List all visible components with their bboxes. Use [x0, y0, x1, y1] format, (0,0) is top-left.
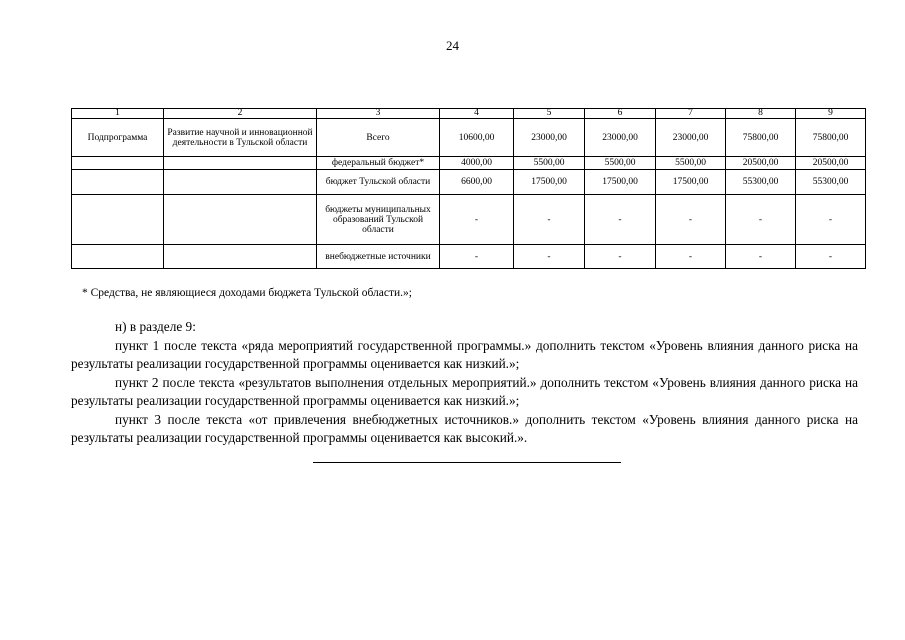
value-cell: - — [514, 195, 585, 245]
column-number: 1 — [72, 109, 164, 119]
value-cell: 5500,00 — [656, 157, 726, 170]
funding-source-cell: внебюджетные источники — [317, 245, 440, 269]
column-number: 3 — [317, 109, 440, 119]
value-cell: 6600,00 — [440, 170, 514, 195]
value-cell: 23000,00 — [656, 119, 726, 157]
paragraph: пункт 2 после текста «результатов выполнения отдельных мероприятий.» дополнить текстом «Уровень влияния данного риска на результаты реализации государственной программы оценивается как низкий.»; — [71, 374, 858, 408]
value-cell: - — [585, 195, 656, 245]
value-cell: 10600,00 — [440, 119, 514, 157]
row-type-cell: Подпрограмма — [72, 119, 164, 157]
column-number: 9 — [796, 109, 866, 119]
amendment-text — [71, 318, 858, 448]
value-cell: - — [796, 195, 866, 245]
value-cell: - — [585, 245, 656, 269]
column-number: 7 — [656, 109, 726, 119]
value-cell: 75800,00 — [726, 119, 796, 157]
table-header-row — [72, 109, 866, 119]
row-type-cell — [72, 170, 164, 195]
table-row — [72, 170, 866, 195]
page-number: 24 — [446, 38, 459, 53]
value-cell: 20500,00 — [796, 157, 866, 170]
budget-table — [71, 108, 866, 269]
table-row — [72, 119, 866, 157]
section-heading: н) в разделе 9: — [115, 319, 196, 334]
table-row — [72, 195, 866, 245]
funding-source-cell: бюджеты муниципальных образований Тульской области — [317, 195, 440, 245]
paragraph: пункт 1 после текста «ряда мероприятий государственной программы.» дополнить текстом «Уровень влияния данного риска на результаты реализации государственной программы оценивается как низкий.»; — [71, 337, 858, 371]
value-cell: - — [440, 195, 514, 245]
value-cell: 20500,00 — [726, 157, 796, 170]
value-cell: 17500,00 — [585, 170, 656, 195]
column-number: 6 — [585, 109, 656, 119]
value-cell: 55300,00 — [726, 170, 796, 195]
paragraph: пункт 3 после текста «от привлечения внебюджетных источников.» дополнить текстом «Уровень влияния данного риска на результаты реализации государственной программы оценивается как высокий.». — [71, 411, 858, 445]
value-cell: 5500,00 — [585, 157, 656, 170]
value-cell: 23000,00 — [514, 119, 585, 157]
value-cell: - — [726, 195, 796, 245]
value-cell: 4000,00 — [440, 157, 514, 170]
value-cell: - — [656, 245, 726, 269]
row-title-cell — [164, 157, 317, 170]
value-cell: 23000,00 — [585, 119, 656, 157]
row-title-cell — [164, 195, 317, 245]
row-title-cell — [164, 170, 317, 195]
value-cell: - — [514, 245, 585, 269]
value-cell: 17500,00 — [656, 170, 726, 195]
closing-rule — [313, 462, 621, 463]
funding-source-cell: Всего — [317, 119, 440, 157]
table-footnote: * Средства, не являющиеся доходами бюджета Тульской области.»; — [82, 287, 412, 299]
row-type-cell — [72, 245, 164, 269]
row-title-cell — [164, 245, 317, 269]
value-cell: - — [656, 195, 726, 245]
column-number: 4 — [440, 109, 514, 119]
funding-source-cell: бюджет Тульской области — [317, 170, 440, 195]
row-title-cell: Развитие научной и инновационной деятельности в Тульской области — [164, 119, 317, 157]
value-cell: - — [796, 245, 866, 269]
column-number: 5 — [514, 109, 585, 119]
value-cell: 55300,00 — [796, 170, 866, 195]
value-cell: - — [440, 245, 514, 269]
column-number: 8 — [726, 109, 796, 119]
column-number: 2 — [164, 109, 317, 119]
row-type-cell — [72, 195, 164, 245]
table-row — [72, 245, 866, 269]
table-row — [72, 157, 866, 170]
row-type-cell — [72, 157, 164, 170]
funding-source-cell: федеральный бюджет* — [317, 157, 440, 170]
value-cell: 75800,00 — [796, 119, 866, 157]
value-cell: 5500,00 — [514, 157, 585, 170]
value-cell: - — [726, 245, 796, 269]
value-cell: 17500,00 — [514, 170, 585, 195]
